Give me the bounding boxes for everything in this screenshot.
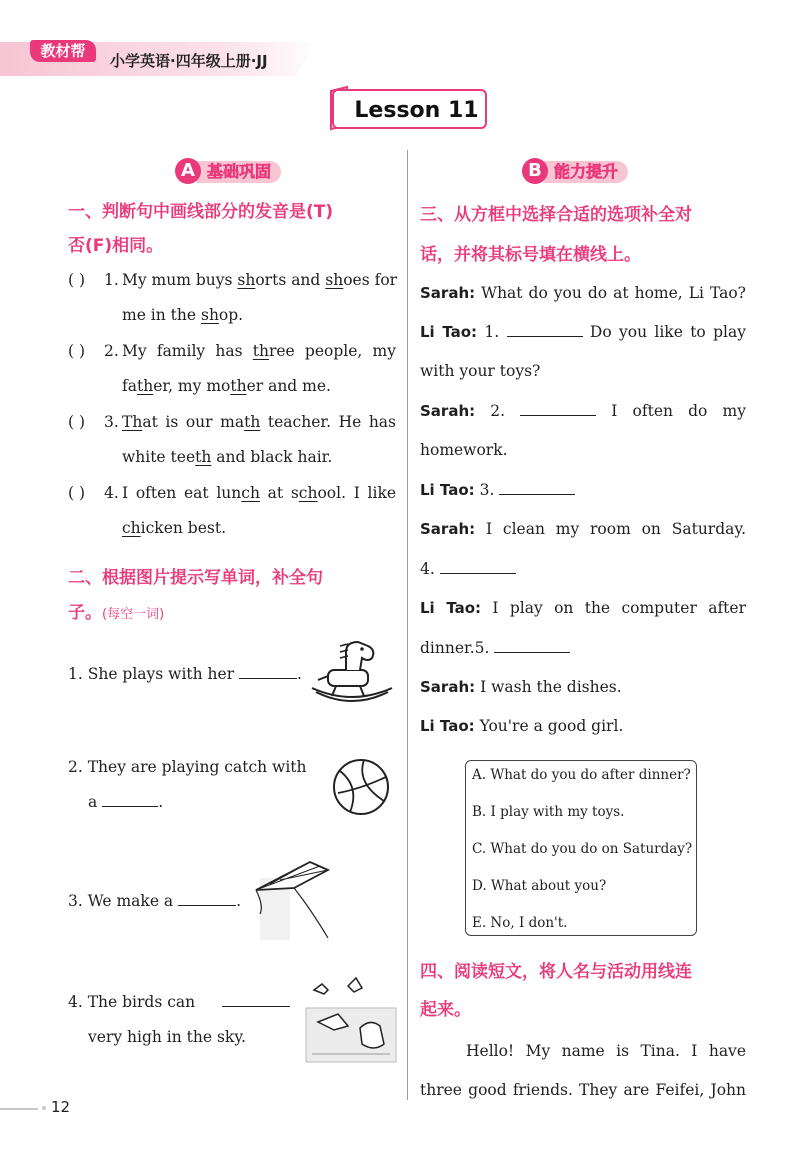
section-b-letter: B — [522, 158, 548, 184]
dialogue-line: Sarah: 2. I often do my — [420, 402, 746, 420]
dialogue-line: Sarah: What do you do at home, Li Tao? — [420, 284, 746, 302]
dialogue-line: with your toys? — [420, 362, 541, 380]
reading-paragraph-line1: Hello! My name is Tina. I have — [466, 1042, 746, 1060]
lesson-title: Lesson 11 — [332, 89, 487, 129]
section-b-label: 能力提升 — [544, 161, 628, 183]
answer-paren[interactable]: ( ) — [68, 271, 86, 289]
item-text-line1: My family has three people, my — [122, 342, 396, 360]
rocking-horse-icon — [306, 636, 398, 708]
dialogue-line: Li Tao: 3. — [420, 480, 575, 500]
q2-item-4-cont: very high in the sky. — [88, 1028, 246, 1046]
q2-note: (每空一词) — [102, 607, 165, 622]
q3-heading-line2: 话，并将其标号填在横线上。 — [420, 245, 641, 265]
option-a: A. What do you do after dinner? — [472, 767, 691, 783]
item-text-line1: That is our math teacher. He has — [122, 413, 397, 431]
answer-blank[interactable] — [239, 664, 297, 679]
option-c: C. What do you do on Saturday? — [472, 841, 693, 857]
kite-icon — [250, 858, 334, 942]
q1-heading-line2: 否(F)相同。 — [68, 236, 164, 256]
item-text-line2: chicken best. — [122, 519, 226, 537]
answer-blank[interactable] — [102, 792, 158, 807]
item-number: 1. — [104, 271, 119, 289]
q4-heading-line1: 四、阅读短文，将人名与活动用线连 — [420, 962, 692, 982]
q3-heading-line1: 三、从方框中选择合适的选项补全对 — [420, 205, 692, 225]
q4-heading-line2: 起来。 — [420, 1000, 471, 1020]
answer-blank[interactable] — [222, 992, 290, 1007]
option-d: D. What about you? — [472, 878, 607, 894]
answer-blank[interactable] — [440, 559, 516, 574]
answer-paren[interactable]: ( ) — [68, 342, 86, 360]
reading-paragraph-line2: three good friends. They are Feifei, John — [420, 1081, 746, 1099]
q2-item-4: 4. The birds can — [68, 992, 290, 1012]
item-text-line2: father, my mother and me. — [122, 377, 331, 395]
dialogue-line: Sarah: I wash the dishes. — [420, 678, 622, 696]
item-number: 2. — [104, 342, 119, 360]
dialogue-line: homework. — [420, 441, 508, 459]
options-box — [465, 760, 697, 936]
dialogue-line: Li Tao: 1. Do you like to play — [420, 323, 746, 341]
book-title: 小学英语·四年级上册·JJ — [110, 52, 268, 70]
item-number: 3. — [104, 413, 119, 431]
q2-item-2-cont: a . — [88, 793, 164, 811]
item-text-line1: I often eat lunch at school. I like — [122, 484, 397, 502]
item-text-line2: white teeth and black hair. — [122, 448, 333, 466]
item-text-line1: My mum buys shorts and shoes for — [122, 271, 398, 289]
page-number: 12 — [51, 1098, 71, 1116]
dialogue-line: dinner.5. — [420, 638, 570, 658]
dialogue-line: Li Tao: I play on the computer after — [420, 599, 746, 617]
birds-flying-icon — [304, 974, 398, 1064]
answer-paren[interactable]: ( ) — [68, 413, 86, 431]
q2-item-3: 3. We make a . — [68, 892, 242, 910]
section-a-letter: A — [175, 158, 201, 184]
dialogue-line: Sarah: I clean my room on Saturday. — [420, 520, 746, 538]
answer-blank[interactable] — [520, 401, 596, 416]
dialogue-line: Li Tao: You're a good girl. — [420, 717, 624, 735]
item-number: 4. — [104, 484, 119, 502]
answer-blank[interactable] — [494, 638, 570, 653]
answer-blank[interactable] — [499, 480, 575, 495]
ball-icon — [330, 757, 392, 817]
option-e: E. No, I don't. — [472, 915, 568, 931]
q2-heading-line1: 二、根据图片提示写单词，补全句 — [68, 568, 323, 588]
brand-label: 教材帮 — [30, 40, 96, 62]
q2-item-2: 2. They are playing catch with — [68, 758, 307, 776]
answer-paren[interactable]: ( ) — [68, 484, 86, 502]
q1-heading-line1: 一、判断句中画线部分的发音是(T) — [68, 202, 334, 222]
q2-heading-line2: 子。(每空一词) — [68, 603, 165, 623]
page-number-rule — [0, 1108, 38, 1110]
section-a-label: 基础巩固 — [197, 161, 281, 183]
dialogue-line: 4. — [420, 559, 516, 579]
option-b: B. I play with my toys. — [472, 804, 625, 820]
answer-blank[interactable] — [178, 891, 236, 906]
column-divider — [407, 150, 408, 1100]
answer-blank[interactable] — [507, 322, 583, 337]
q2-item-1: 1. She plays with her . — [68, 665, 302, 683]
item-text-line2: me in the shop. — [122, 306, 244, 324]
page-number-dot — [42, 1106, 46, 1110]
